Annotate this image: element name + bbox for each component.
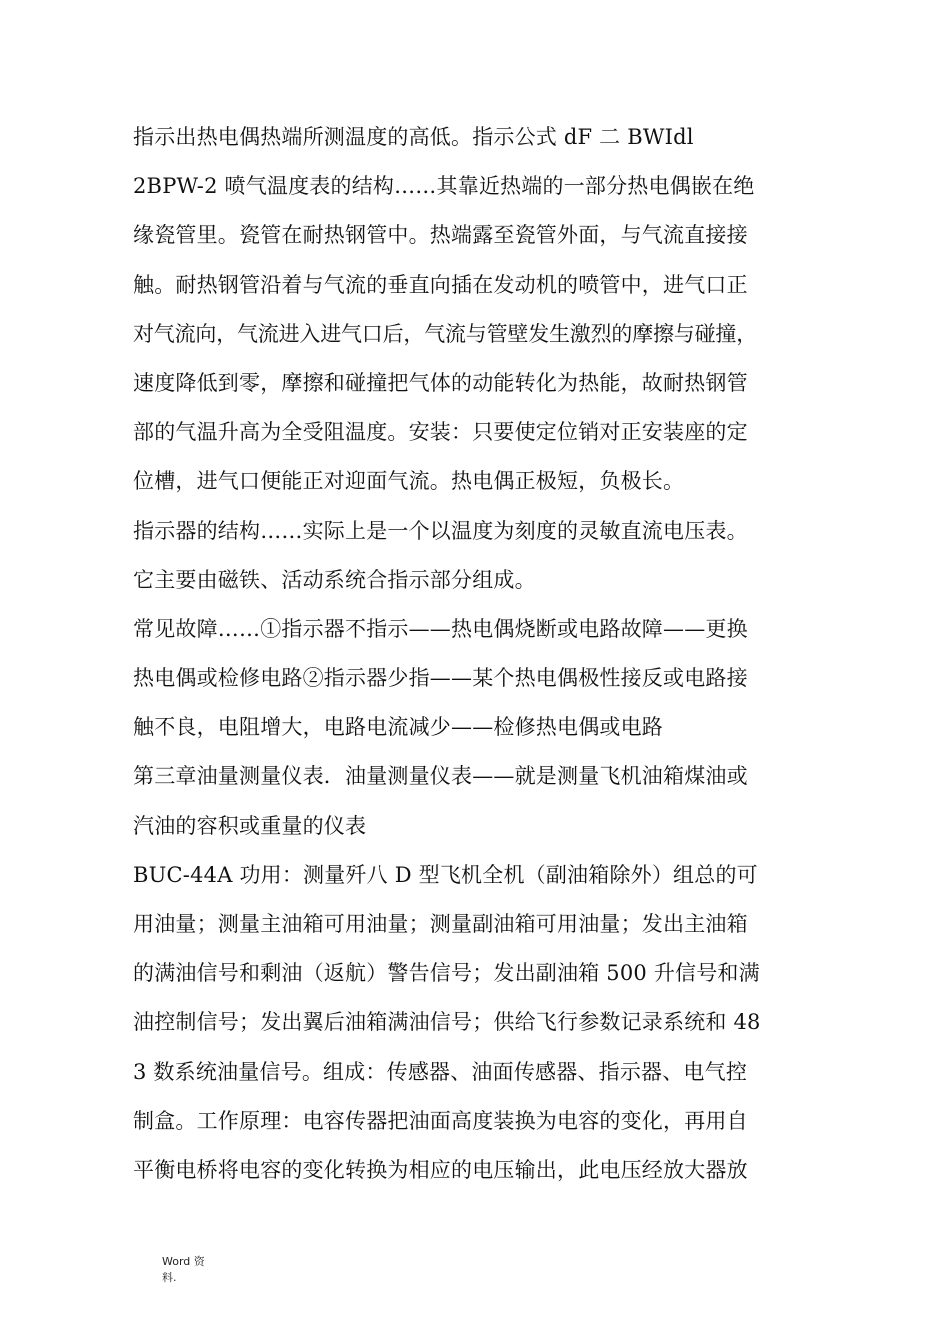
text-line: 指示出热电偶热端所测温度的高低。指示公式 dF 二 BWIdl — [133, 125, 694, 149]
text-line: 热电偶或检修电路②指示器少指——某个热电偶极性接反或电路接 — [133, 666, 748, 691]
text-line: 缘瓷管里。瓷管在耐热钢管中。热端露至瓷管外面，与气流直接接 — [133, 223, 748, 248]
text-line: BUC-44A 功用：测量歼八 D 型飞机全机（副油箱除外）组总的可 — [133, 862, 758, 887]
text-line: 制盒。工作原理：电容传器把油面高度装换为电容的变化，再用自 — [133, 1108, 748, 1133]
text-line: 它主要由磁铁、活动系统合指示部分组成。 — [133, 567, 536, 592]
text-line: 的满油信号和剩油（返航）警告信号；发出副油箱 500 升信号和满 — [133, 961, 760, 986]
text-line: 2BPW-2 喷气温度表的结构……其靠近热端的一部分热电偶嵌在绝 — [133, 174, 755, 199]
text-line: 用油量；测量主油箱可用油量；测量副油箱可用油量；发出主油箱 — [133, 912, 748, 936]
text-line: 对气流向，气流进入进气口后，气流与管壁发生激烈的摩擦与碰撞， — [133, 321, 757, 346]
text-line: 部的气温升高为全受阻温度。安装：只要使定位销对正安装座的定 — [133, 420, 748, 445]
text-line: 指示器的结构……实际上是一个以温度为刻度的灵敏直流电压表。 — [133, 518, 748, 543]
text-line: 平衡电桥将电容的变化转换为相应的电压输出，此电压经放大器放 — [133, 1157, 748, 1182]
text-line: 位槽，进气口便能正对迎面气流。热电偶正极短，负极长。 — [133, 469, 685, 494]
text-line: 油控制信号；发出翼后油箱满油信号；供给飞行参数记录系统和 48 — [133, 1010, 761, 1035]
footer-line: Word 资 — [162, 1255, 205, 1268]
text-line: 汽油的容积或重量的仪表 — [133, 813, 367, 838]
page-footer — [162, 1254, 205, 1286]
document-body — [133, 113, 853, 1195]
text-line: 常见故障……①指示器不指示——热电偶烧断或电路故障——更换 — [133, 616, 748, 641]
text-line: 3 数系统油量信号。组成：传感器、油面传感器、指示器、电气控 — [133, 1059, 748, 1084]
text-line: 第三章油量测量仪表．油量测量仪表——就是测量飞机油箱煤油或 — [133, 764, 748, 789]
text-line: 触不良，电阻增大，电路电流减少——检修热电偶或电路 — [133, 715, 663, 740]
footer-line: 料. — [162, 1271, 177, 1284]
text-line: 速度降低到零，摩擦和碰撞把气体的动能转化为热能，故耐热钢管 — [133, 370, 748, 395]
text-line: 触。耐热钢管沿着与气流的垂直向插在发动机的喷管中，进气口正 — [133, 272, 748, 297]
